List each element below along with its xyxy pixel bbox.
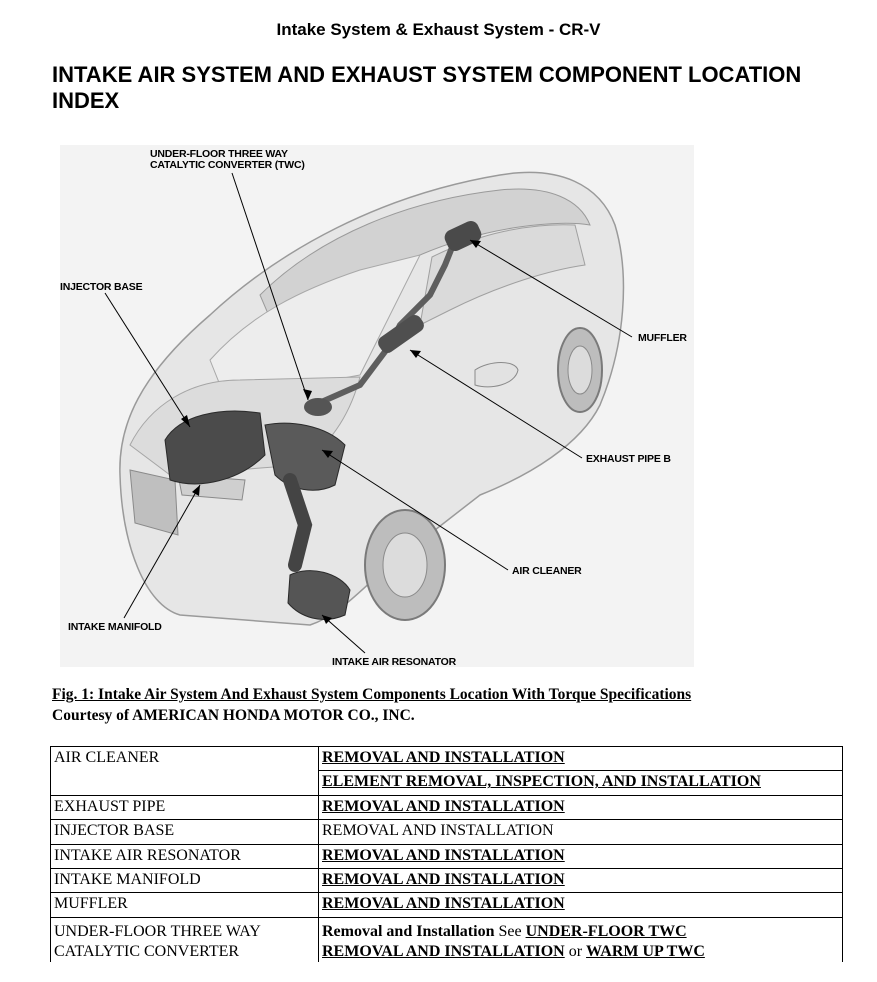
procedure-link[interactable]: REMOVAL AND INSTALLATION [319,893,843,917]
component-cell: EXHAUST PIPE [51,795,319,819]
table-row [51,917,843,962]
component-cell [51,917,319,962]
callout-air-cleaner: AIR CLEANER [512,565,582,577]
page-title: INTAKE AIR SYSTEM AND EXHAUST SYSTEM COMPONENT LOCATION INDEX [52,62,802,113]
table-row [51,820,843,844]
component-location-figure [60,145,694,667]
component-index-table [50,746,843,962]
vehicle-illustration [60,145,694,667]
twc-part [304,398,332,416]
procedure-link[interactable]: REMOVAL AND INSTALLATION [319,795,843,819]
procedure-cell [319,917,843,962]
callout-injector-base: INJECTOR BASE [60,281,143,293]
callout-twc-line2: CATALYTIC CONVERTER (TWC) [150,159,305,171]
see-text: See [494,922,526,940]
table-row [51,868,843,892]
procedure-link[interactable]: ELEMENT REMOVAL, INSPECTION, AND INSTALLATION [319,771,843,795]
procedure-text: REMOVAL AND INSTALLATION [319,820,843,844]
figure-caption: Fig. 1: Intake Air System And Exhaust System Components Location With Torque Specifications [52,686,692,703]
component-line1: UNDER-FLOOR THREE WAY [54,922,261,940]
procedure-link[interactable]: REMOVAL AND INSTALLATION [319,747,843,771]
document-header: Intake System & Exhaust System - CR-V [276,20,601,39]
figure-courtesy: Courtesy of AMERICAN HONDA MOTOR CO., INC. [52,707,415,724]
component-cell: AIR CLEANER [51,747,319,796]
table-row [51,844,843,868]
callout-muffler: MUFFLER [638,332,687,344]
callout-exhaust-pipe-b: EXHAUST PIPE B [586,453,671,465]
callout-twc [150,149,305,171]
twc-procedure-link[interactable]: UNDER-FLOOR TWC [525,922,687,940]
procedure-link[interactable]: REMOVAL AND INSTALLATION [319,868,843,892]
callout-intake-manifold: INTAKE MANIFOLD [68,621,162,633]
table-row [51,747,843,771]
component-cell: MUFFLER [51,893,319,917]
callout-twc-line1: UNDER-FLOOR THREE WAY [150,148,288,160]
procedure-link[interactable]: REMOVAL AND INSTALLATION [319,844,843,868]
callout-intake-air-resonator: INTAKE AIR RESONATOR [332,656,456,668]
procedure-lead: Removal and Installation [322,922,495,940]
component-cell: INJECTOR BASE [51,820,319,844]
component-line2: CATALYTIC CONVERTER [54,942,240,960]
table-row [51,893,843,917]
component-cell: INTAKE MANIFOLD [51,868,319,892]
warm-up-twc-link[interactable]: WARM UP TWC [586,942,705,960]
twc-procedure-link-cont[interactable]: REMOVAL AND INSTALLATION [322,942,565,960]
or-text: or [564,942,587,960]
component-cell: INTAKE AIR RESONATOR [51,844,319,868]
table-row [51,795,843,819]
